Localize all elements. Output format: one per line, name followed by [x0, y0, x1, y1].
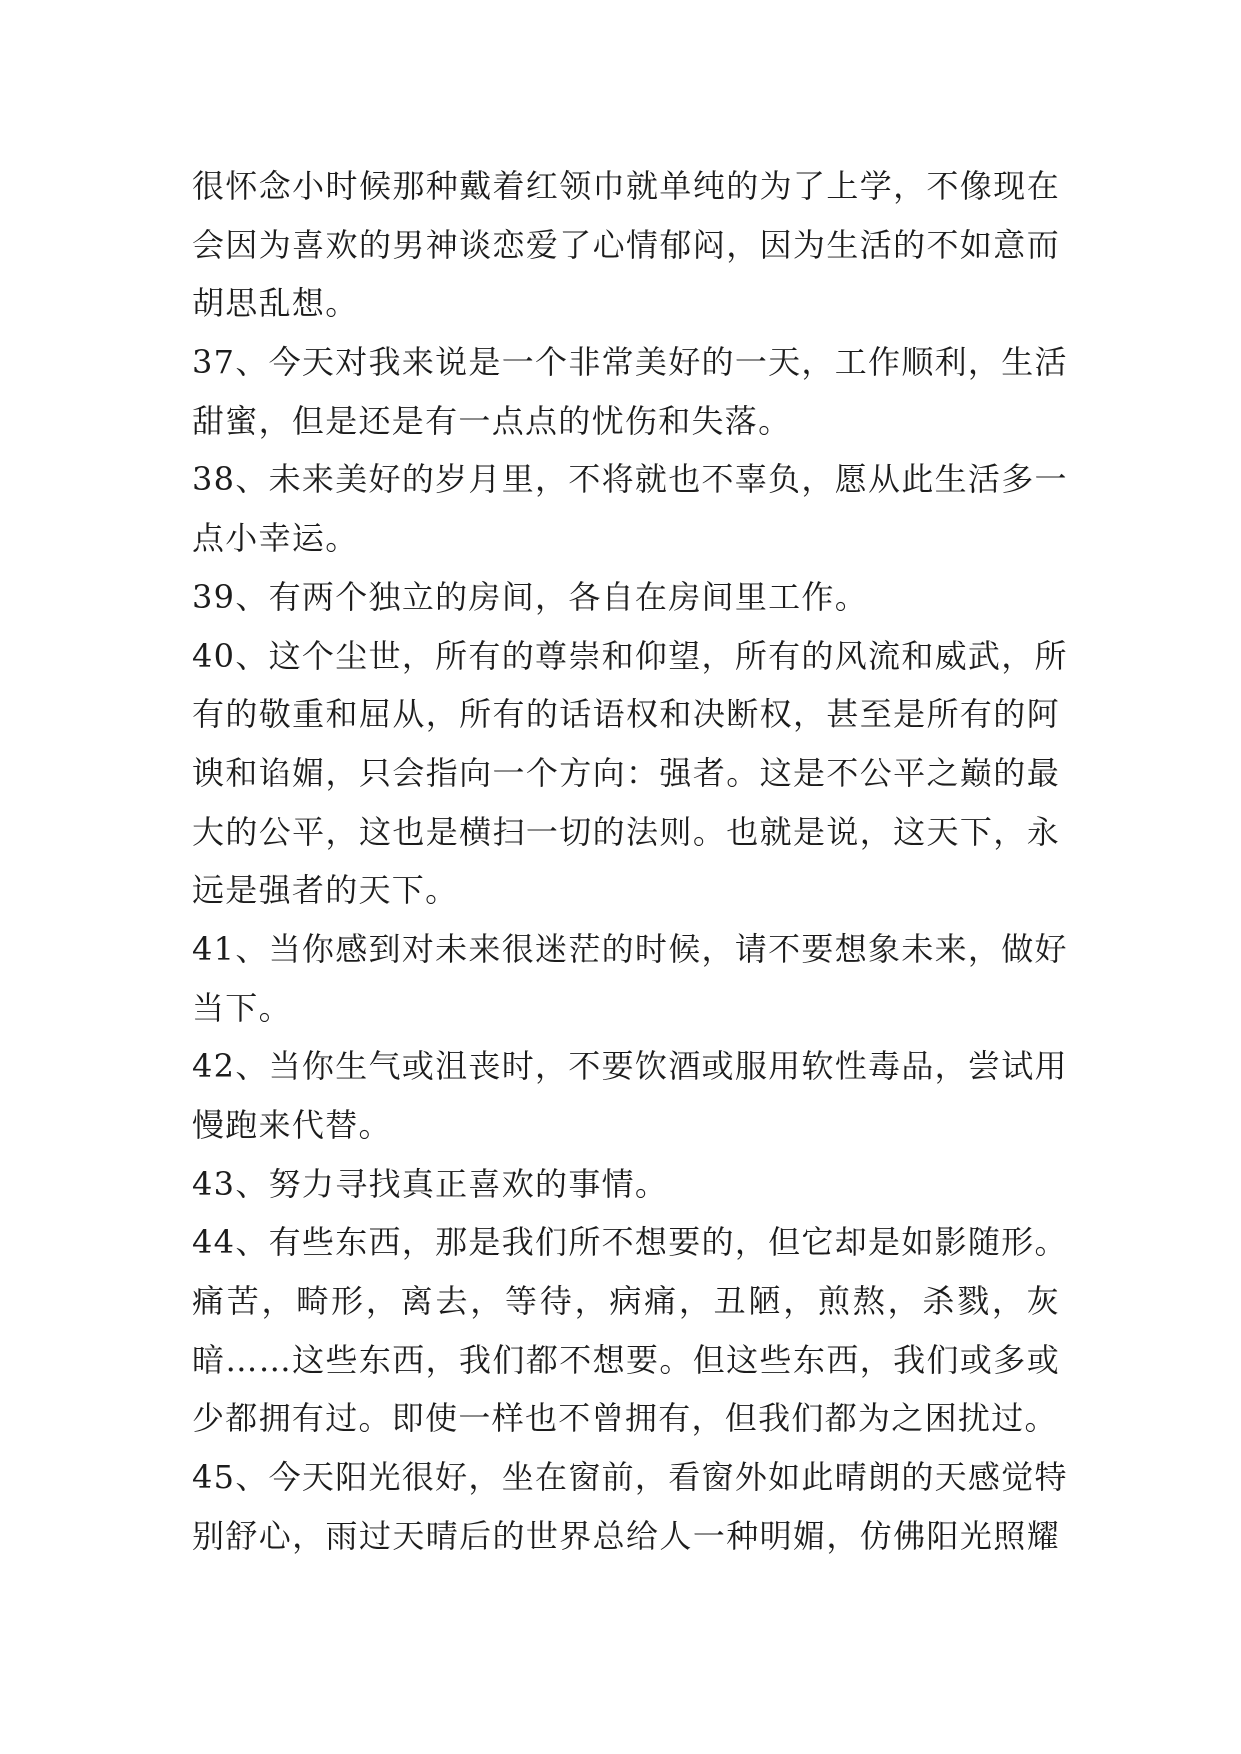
text-line: 有的敬重和屈从，所有的话语权和决断权，甚至是所有的阿 — [192, 695, 1060, 734]
text-line: 少都拥有过。即使一样也不曾拥有，但我们都为之困扰过。 — [192, 1399, 1058, 1438]
text-line: 很怀念小时候那种戴着红领巾就单纯的为了上学，不像现在 — [192, 167, 1060, 205]
text-line: 40、这个尘世，所有的尊崇和仰望，所有的风流和威武，所 — [192, 636, 1068, 675]
document-page — [192, 157, 1068, 1566]
text-line: 39、有两个独立的房间，各自在房间里工作。 — [192, 577, 869, 616]
text-line: 44、有些东西，那是我们所不想要的，但它却是如影随形。 — [192, 1223, 1068, 1262]
paragraph-37 — [192, 333, 1068, 450]
text-line: 会因为喜欢的男神谈恋爱了心情郁闷，因为生活的不如意而 — [192, 225, 1060, 264]
text-line: 41、当你感到对未来很迷茫的时候，请不要想象未来，做好 — [192, 929, 1068, 968]
text-line: 胡思乱想。 — [192, 284, 359, 323]
text-line: 45、今天阳光很好，坐在窗前，看窗外如此晴朗的天感觉特 — [192, 1458, 1068, 1497]
text-line: 远是强者的天下。 — [192, 871, 459, 910]
text-line: 甜蜜，但是还是有一点点的忧伤和失落。 — [192, 401, 792, 440]
text-line: 42、当你生气或沮丧时，不要饮酒或服用软性毒品，尝试用 — [192, 1047, 1068, 1086]
text-line: 别舒心，雨过天晴后的世界总给人一种明媚，仿佛阳光照耀 — [192, 1516, 1060, 1555]
text-line: 暗……这些东西，我们都不想要。但这些东西，我们或多或 — [192, 1340, 1060, 1379]
text-line: 38、未来美好的岁月里，不将就也不辜负，愿从此生活多一 — [192, 460, 1068, 499]
text-line: 谀和谄媚，只会指向一个方向：强者。这是不公平之巅的最 — [192, 753, 1060, 792]
text-line: 37、今天对我来说是一个非常美好的一天，工作顺利，生活 — [192, 343, 1068, 382]
paragraph-45 — [192, 1448, 1068, 1565]
text-line: 慢跑来代替。 — [192, 1106, 392, 1144]
text-line: 当下。 — [192, 988, 292, 1027]
paragraph-38 — [192, 450, 1068, 567]
paragraph-42 — [192, 1037, 1068, 1154]
text-line: 点小幸运。 — [192, 519, 359, 558]
paragraph-44 — [192, 1213, 1068, 1448]
paragraph-41 — [192, 920, 1068, 1037]
paragraph-43 — [192, 1155, 1060, 1214]
text-line: 痛苦，畸形，离去，等待，病痛，丑陋，煎熬，杀戮，灰 — [192, 1282, 1060, 1321]
paragraph-40 — [192, 627, 1068, 920]
paragraph-39 — [192, 568, 1060, 627]
paragraph-continued — [192, 157, 1060, 333]
text-line: 43、努力寻找真正喜欢的事情。 — [192, 1164, 669, 1203]
text-line: 大的公平，这也是横扫一切的法则。也就是说，这天下，永 — [192, 812, 1060, 851]
